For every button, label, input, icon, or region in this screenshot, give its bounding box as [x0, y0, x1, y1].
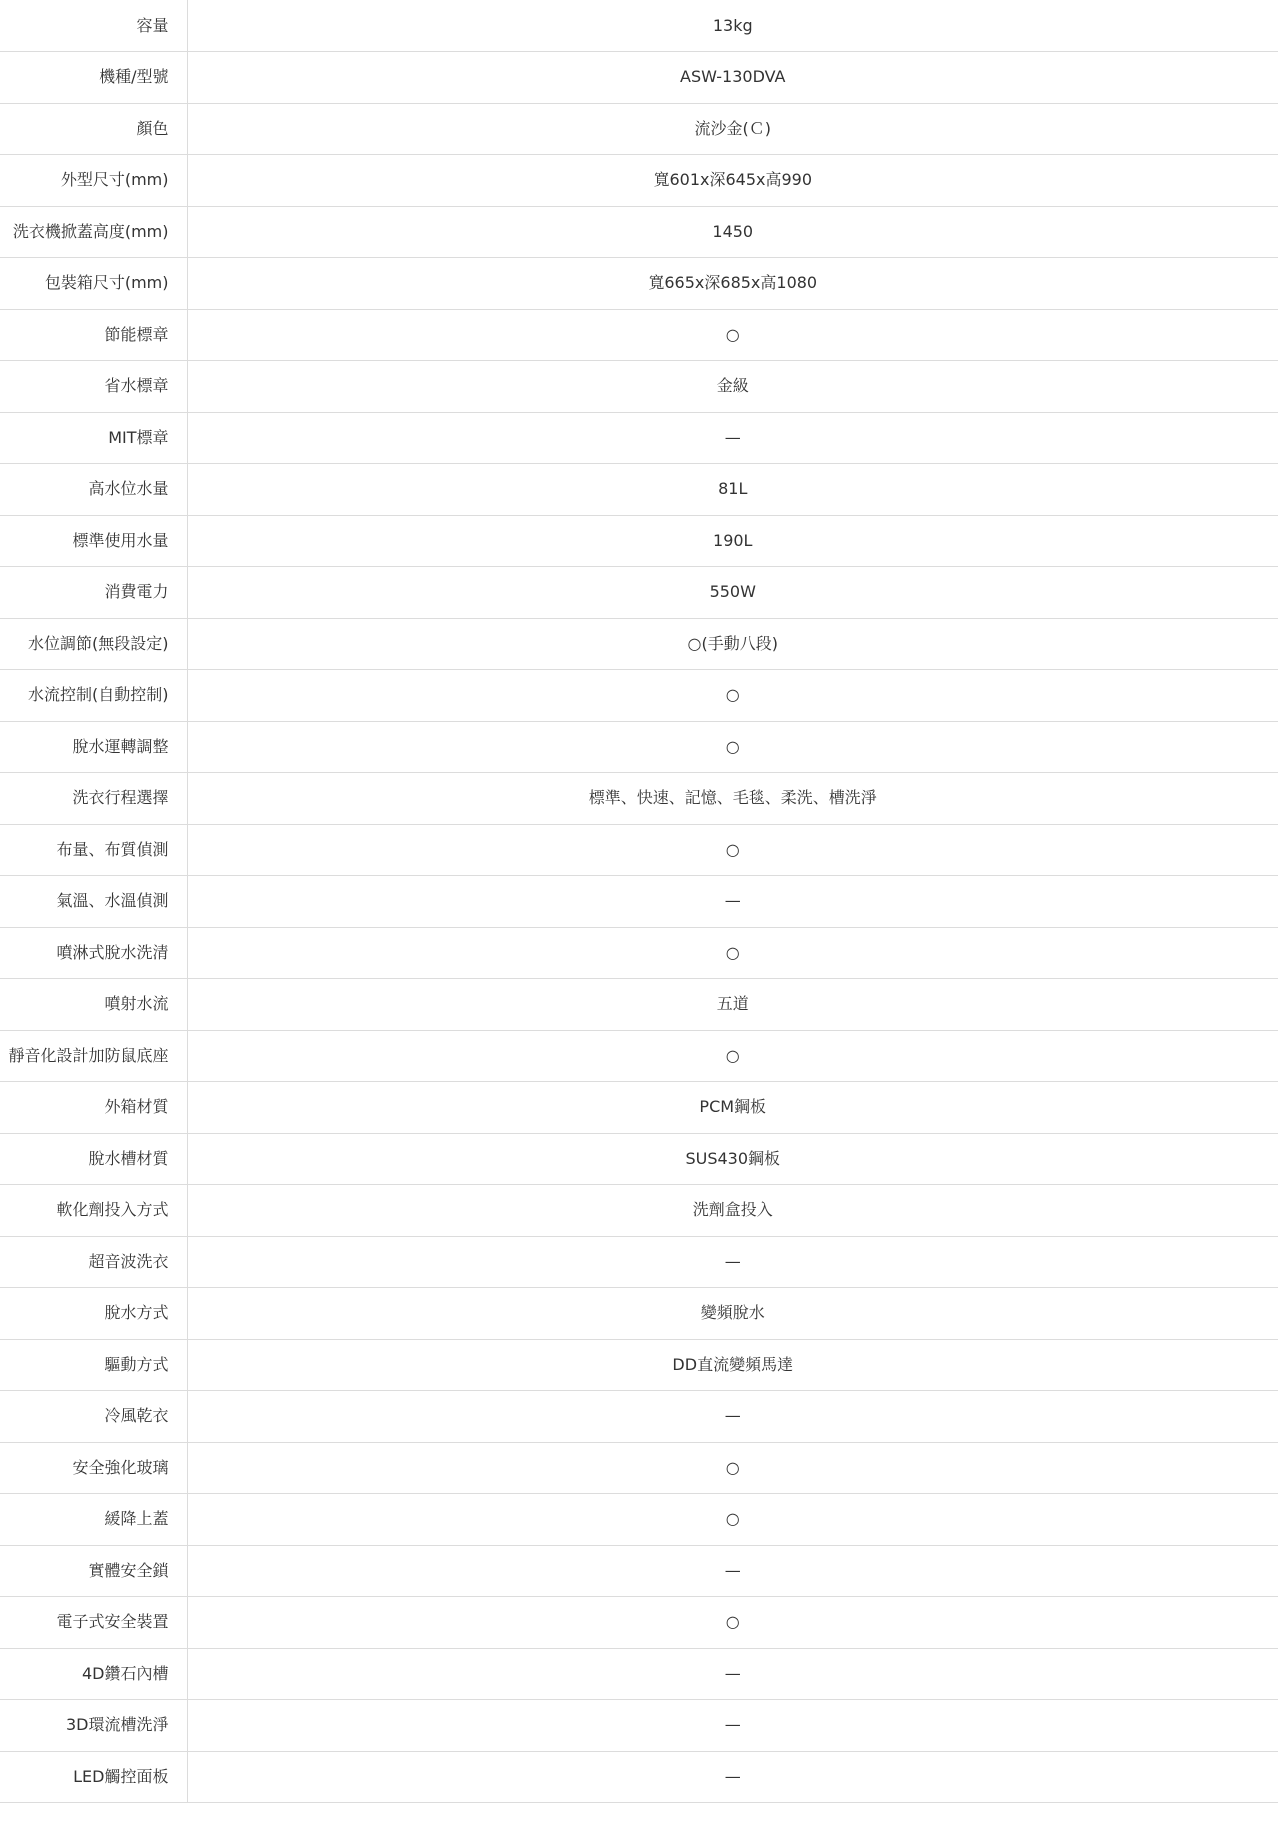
spec-row: [0, 1030, 1278, 1082]
spec-label: 噴射水流: [0, 979, 187, 1031]
spec-value: —: [187, 1751, 1278, 1803]
spec-label: 4D鑽石內槽: [0, 1648, 187, 1700]
spec-row: [0, 1133, 1278, 1185]
spec-value: 190L: [187, 515, 1278, 567]
spec-label: 脫水運轉調整: [0, 721, 187, 773]
spec-value: ○: [187, 1494, 1278, 1546]
spec-value: 13kg: [187, 0, 1278, 52]
spec-value: —: [187, 1648, 1278, 1700]
spec-row: [0, 412, 1278, 464]
spec-label: 省水標章: [0, 361, 187, 413]
spec-row: [0, 0, 1278, 52]
spec-label: 噴淋式脫水洗清: [0, 927, 187, 979]
spec-label: MIT標章: [0, 412, 187, 464]
spec-label: 水位調節(無段設定): [0, 618, 187, 670]
spec-value: 1450: [187, 206, 1278, 258]
spec-label: 脫水槽材質: [0, 1133, 187, 1185]
spec-label: 消費電力: [0, 567, 187, 619]
spec-label: 外型尺寸(mm): [0, 155, 187, 207]
spec-row: [0, 1391, 1278, 1443]
spec-label: 顏色: [0, 103, 187, 155]
spec-value: ○: [187, 824, 1278, 876]
spec-value: 金級: [187, 361, 1278, 413]
spec-value: 變頻脫水: [187, 1288, 1278, 1340]
spec-value: —: [187, 876, 1278, 928]
spec-row: [0, 927, 1278, 979]
spec-row: [0, 1288, 1278, 1340]
spec-value: ○: [187, 1030, 1278, 1082]
spec-value: SUS430鋼板: [187, 1133, 1278, 1185]
spec-row: [0, 773, 1278, 825]
spec-value: 81L: [187, 464, 1278, 516]
spec-value: —: [187, 1700, 1278, 1752]
spec-label: 氣溫、水溫偵測: [0, 876, 187, 928]
spec-value: PCM鋼板: [187, 1082, 1278, 1134]
spec-value: ○: [187, 1442, 1278, 1494]
spec-label: 高水位水量: [0, 464, 187, 516]
spec-row: [0, 618, 1278, 670]
spec-row: [0, 567, 1278, 619]
spec-value: 550W: [187, 567, 1278, 619]
spec-value: 標準、快速、記憶、毛毯、柔洗、槽洗淨: [187, 773, 1278, 825]
spec-row: [0, 361, 1278, 413]
spec-row: [0, 1751, 1278, 1803]
spec-row: [0, 155, 1278, 207]
spec-value: 五道: [187, 979, 1278, 1031]
spec-label: 水流控制(自動控制): [0, 670, 187, 722]
spec-row: [0, 876, 1278, 928]
spec-label: 脫水方式: [0, 1288, 187, 1340]
spec-row: [0, 1082, 1278, 1134]
spec-row: [0, 464, 1278, 516]
spec-value: ○(手動八段): [187, 618, 1278, 670]
spec-row: [0, 1545, 1278, 1597]
spec-row: [0, 1494, 1278, 1546]
spec-label: 驅動方式: [0, 1339, 187, 1391]
spec-value: ○: [187, 670, 1278, 722]
spec-value: DD直流變頻馬達: [187, 1339, 1278, 1391]
spec-label: 實體安全鎖: [0, 1545, 187, 1597]
spec-label: 包裝箱尺寸(mm): [0, 258, 187, 310]
spec-value: 洗劑盒投入: [187, 1185, 1278, 1237]
spec-row: [0, 1597, 1278, 1649]
spec-label: 冷風乾衣: [0, 1391, 187, 1443]
spec-label: 軟化劑投入方式: [0, 1185, 187, 1237]
spec-value: ○: [187, 1597, 1278, 1649]
spec-value: 寬665x深685x高1080: [187, 258, 1278, 310]
spec-value: —: [187, 412, 1278, 464]
spec-label: 節能標章: [0, 309, 187, 361]
spec-label: 靜音化設計加防鼠底座: [0, 1030, 187, 1082]
spec-label: 容量: [0, 0, 187, 52]
spec-label: 3D環流槽洗淨: [0, 1700, 187, 1752]
spec-value: —: [187, 1236, 1278, 1288]
spec-value: ○: [187, 309, 1278, 361]
spec-row: [0, 670, 1278, 722]
spec-row: [0, 1185, 1278, 1237]
spec-label: 外箱材質: [0, 1082, 187, 1134]
spec-value: —: [187, 1391, 1278, 1443]
spec-row: [0, 1700, 1278, 1752]
spec-value: 流沙金(Ｃ): [187, 103, 1278, 155]
spec-row: [0, 979, 1278, 1031]
spec-label: LED觸控面板: [0, 1751, 187, 1803]
spec-row: [0, 258, 1278, 310]
spec-row: [0, 103, 1278, 155]
spec-row: [0, 52, 1278, 104]
spec-value: ○: [187, 721, 1278, 773]
spec-label: 緩降上蓋: [0, 1494, 187, 1546]
spec-row: [0, 721, 1278, 773]
spec-row: [0, 824, 1278, 876]
spec-label: 洗衣機掀蓋高度(mm): [0, 206, 187, 258]
spec-label: 機種/型號: [0, 52, 187, 104]
spec-row: [0, 309, 1278, 361]
spec-label: 洗衣行程選擇: [0, 773, 187, 825]
spec-value: ○: [187, 927, 1278, 979]
spec-row: [0, 1339, 1278, 1391]
spec-value: ASW-130DVA: [187, 52, 1278, 104]
spec-label: 標準使用水量: [0, 515, 187, 567]
spec-row: [0, 206, 1278, 258]
spec-label: 電子式安全裝置: [0, 1597, 187, 1649]
spec-label: 安全強化玻璃: [0, 1442, 187, 1494]
spec-row: [0, 515, 1278, 567]
spec-value: 寬601x深645x高990: [187, 155, 1278, 207]
spec-label: 布量、布質偵測: [0, 824, 187, 876]
spec-row: [0, 1236, 1278, 1288]
spec-label: 超音波洗衣: [0, 1236, 187, 1288]
spec-row: [0, 1442, 1278, 1494]
spec-row: [0, 1648, 1278, 1700]
spec-value: —: [187, 1545, 1278, 1597]
